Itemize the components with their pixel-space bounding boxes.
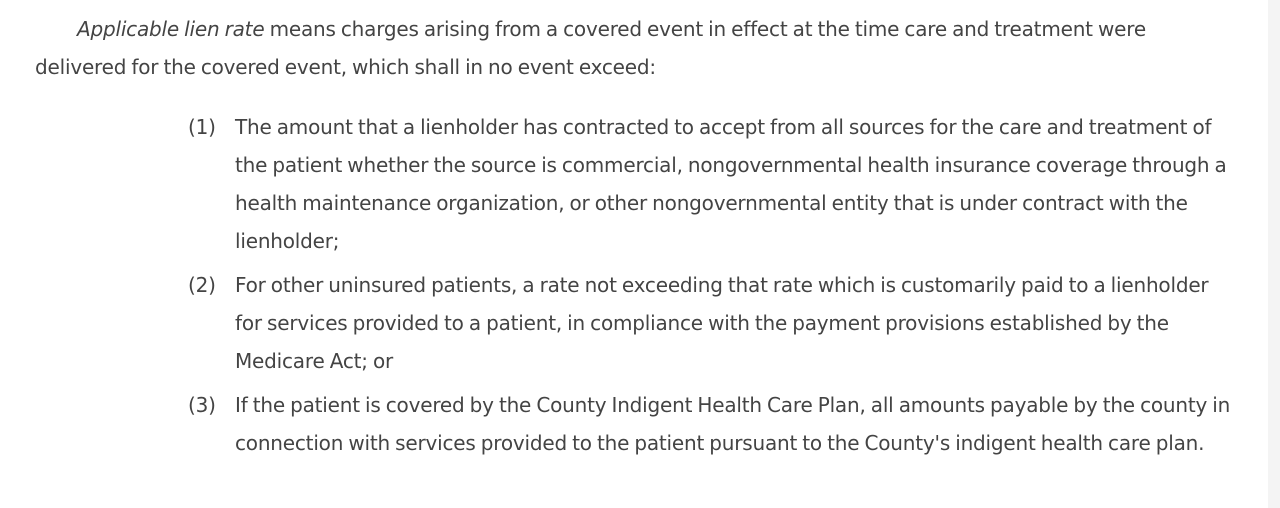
list-item: [188, 386, 1233, 462]
list-item-number: (3): [188, 393, 216, 417]
list-item-text: The amount that a lienholder has contracted to accept from all sources for the care and treatment of the patient whether the source is commercial, nongovernmental health insurance coverage through a health maintenance organization, or other nongovernmental entity that is under contract with the lienholder;: [235, 115, 1227, 253]
definition-text: means charges arising from a covered event in effect at the time care and treatment were delivered for the covered event, which shall in no event exceed:: [35, 17, 1146, 79]
enumerated-list: [188, 108, 1233, 468]
list-item-text: If the patient is covered by the County Indigent Health Care Plan, all amounts payable by the county in connection with services provided to the patient pursuant to the County's indigent health care plan.: [235, 393, 1231, 455]
list-item-number: (2): [188, 273, 216, 297]
list-item-number: (1): [188, 115, 216, 139]
list-item-text: For other uninsured patients, a rate not exceeding that rate which is customarily paid to a lienholder for services provided to a patient, in compliance with the payment provisions established by the Medicare Act; or: [235, 273, 1209, 373]
list-item: [188, 266, 1233, 380]
list-item: [188, 108, 1233, 260]
defined-term: Applicable lien rate: [77, 17, 265, 41]
scrollbar-track[interactable]: [1268, 0, 1280, 508]
definition-paragraph: [35, 10, 1210, 86]
